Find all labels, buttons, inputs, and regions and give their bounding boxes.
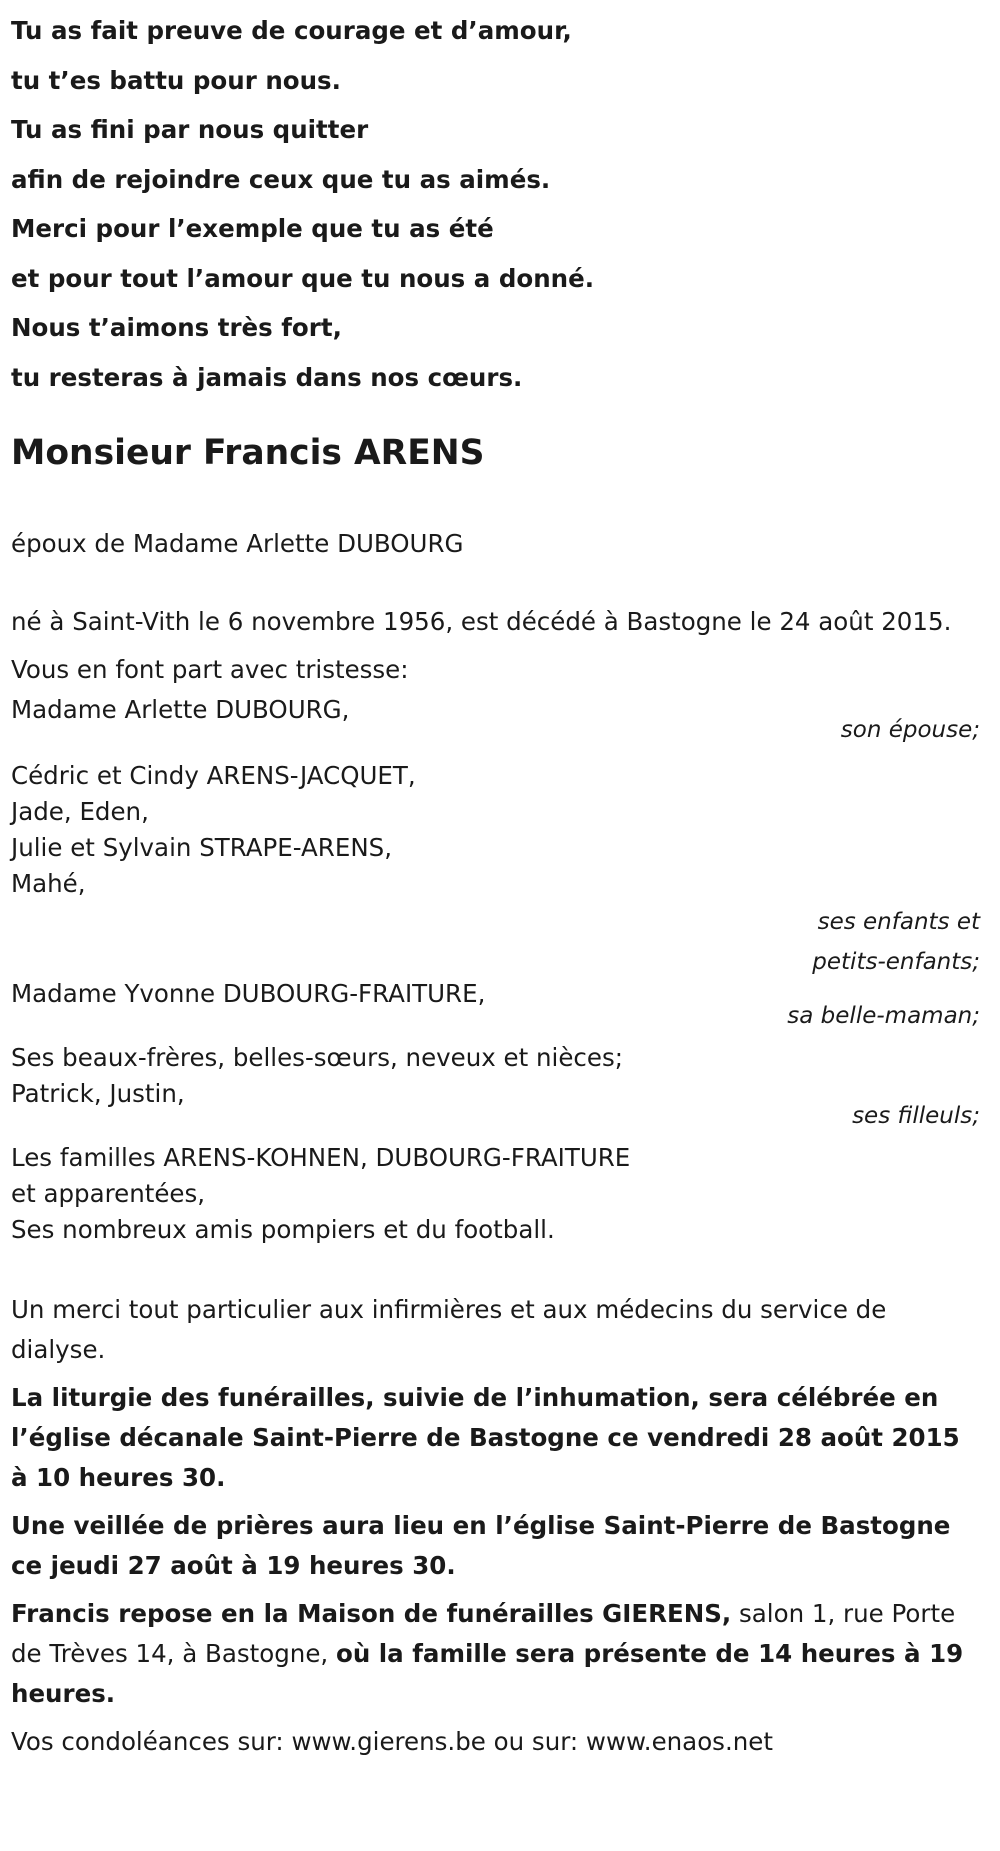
family-name-line: Ses nombreux amis pompiers et du football. bbox=[11, 1215, 555, 1244]
rest-location-bold: Francis repose en la Maison de funérailles GIERENS, bbox=[11, 1599, 732, 1628]
family-name-line: Madame Arlette DUBOURG, bbox=[11, 695, 350, 724]
rest-paragraph bbox=[11, 1594, 980, 1714]
relation-line: petits-enfants; bbox=[812, 949, 980, 975]
poem-line: Merci pour l’exemple que tu as été bbox=[11, 214, 494, 243]
relation-line: ses filleuls; bbox=[852, 1103, 980, 1129]
poem-line: afin de rejoindre ceux que tu as aimés. bbox=[11, 164, 551, 194]
family-name-line: Julie et Sylvain STRAPE-ARENS, bbox=[11, 833, 392, 862]
birth-death-text: né à Saint-Vith le 6 novembre 1956, est décédé à Bastogne le 24 août 2015. bbox=[11, 607, 952, 636]
poem-line: Tu as fini par nous quitter bbox=[11, 115, 369, 144]
family-name-line: Jade, Eden, bbox=[11, 797, 149, 826]
liturgy-paragraph: La liturgie des funérailles, suivie de l’inhumation, sera célébrée en l’église décanale Saint-Pierre de Bastogne ce vendredi 28 août 2015 à 10 heures 30. bbox=[11, 1383, 960, 1492]
family-name-line: Madame Yvonne DUBOURG-FRAITURE, bbox=[11, 979, 486, 1008]
family-name-line: Ses beaux-frères, belles-sœurs, neveux et nièces; bbox=[11, 1043, 623, 1072]
family-group bbox=[11, 758, 980, 902]
relation-line: son épouse; bbox=[840, 717, 980, 743]
gierens-link[interactable]: www.gierens.be bbox=[291, 1727, 486, 1756]
poem-line: Nous t’aimons très fort, bbox=[11, 313, 342, 342]
condolences-line bbox=[11, 1722, 980, 1762]
poem-line: et pour tout l’amour que tu nous a donné. bbox=[11, 263, 595, 293]
rest-address: salon 1, rue Porte de Trèves 14, à Bastogne, bbox=[11, 1599, 956, 1668]
thanks-paragraph: Un merci tout particulier aux infirmières et aux médecins du service de dialyse. bbox=[11, 1295, 887, 1364]
poem-line: tu t’es battu pour nous. bbox=[11, 65, 341, 95]
poem-line: Tu as fait preuve de courage et d’amour, bbox=[11, 16, 572, 45]
rest-visiting-hours: où la famille sera présente de 14 heures à 19 heures. bbox=[11, 1639, 964, 1708]
vigil-paragraph: Une veillée de prières aura lieu en l’église Saint-Pierre de Bastogne ce jeudi 27 août à 19 heures 30. bbox=[11, 1511, 951, 1580]
family-name-line: Patrick, Justin, bbox=[11, 1079, 185, 1108]
poem bbox=[11, 6, 980, 402]
family-name-line: Les familles ARENS-KOHNEN, DUBOURG-FRAITURE bbox=[11, 1143, 631, 1172]
spouse-line: époux de Madame Arlette DUBOURG bbox=[11, 529, 464, 558]
condolences-prefix: Vos condoléances sur: bbox=[11, 1727, 292, 1756]
announcement: Vous en font part avec tristesse: bbox=[11, 655, 409, 684]
enaos-link[interactable]: www.enaos.net bbox=[585, 1727, 773, 1756]
relation-label bbox=[11, 902, 980, 982]
deceased-name: Monsieur Francis ARENS bbox=[11, 433, 485, 473]
family-name-line: Cédric et Cindy ARENS-JACQUET, bbox=[11, 761, 416, 790]
family-name-line: Mahé, bbox=[11, 869, 86, 898]
condolences-middle: ou sur: bbox=[485, 1727, 586, 1756]
relation-line: sa belle-maman; bbox=[787, 1003, 980, 1029]
family-name-line: et apparentées, bbox=[11, 1179, 206, 1208]
obituary-page bbox=[0, 6, 980, 1762]
poem-line: tu resteras à jamais dans nos cœurs. bbox=[11, 362, 523, 392]
family-group bbox=[11, 1140, 980, 1248]
relation-line: ses enfants et bbox=[817, 909, 980, 935]
